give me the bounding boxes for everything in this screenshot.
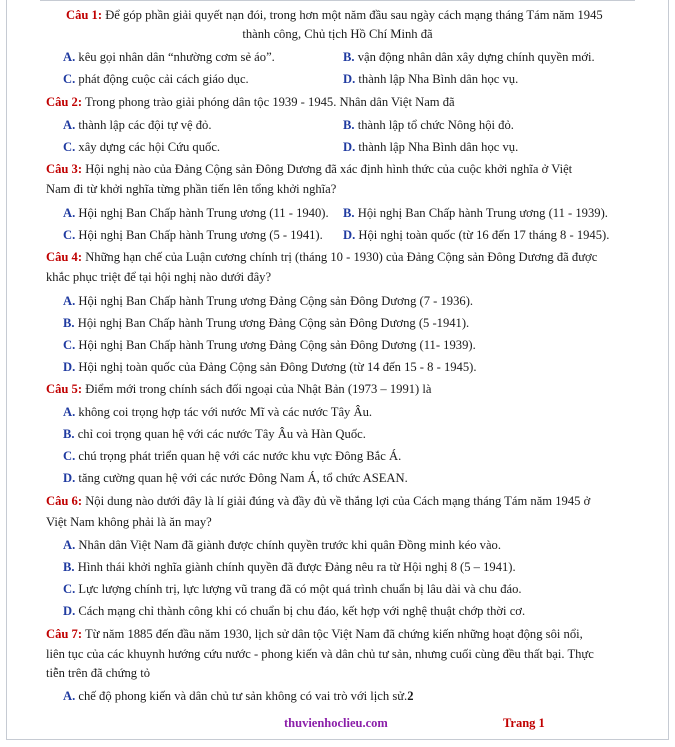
question-5-option-d[interactable] bbox=[63, 471, 408, 486]
option-text: kêu gọi nhân dân “nhường cơm sẻ áo”. bbox=[78, 50, 275, 64]
option-text: Hội nghị Ban Chấp hành Trung ương Đảng Cộng sản Đông Dương (7 - 1936). bbox=[78, 294, 474, 308]
question-1-option-d[interactable] bbox=[343, 72, 518, 87]
option-text: thành lập Nha Bình dân học vụ. bbox=[358, 72, 519, 86]
footer-page-number: Trang 1 bbox=[503, 716, 545, 730]
question-5-label: Câu 5: bbox=[46, 382, 83, 396]
question-6-label: Câu 6: bbox=[46, 494, 83, 508]
question-5-option-a[interactable] bbox=[63, 405, 372, 420]
question-4-option-c[interactable] bbox=[63, 338, 476, 353]
question-7-stem-line1 bbox=[46, 627, 583, 642]
option-letter: A. bbox=[63, 294, 76, 308]
option-text: chế độ phong kiến và dân chủ tư sản không có vai trò với lịch sử. bbox=[78, 689, 408, 703]
option-letter: C. bbox=[63, 72, 76, 86]
option-letter: A. bbox=[63, 538, 76, 552]
option-text: vận động nhân dân xây dựng chính quyền mới. bbox=[357, 50, 595, 64]
option-text: Cách mạng chỉ thành công khi có chuẩn bị chu đáo, kết hợp với nghệ thuật chớp thời cơ. bbox=[78, 604, 526, 618]
question-1-option-b[interactable] bbox=[343, 50, 595, 65]
footer-site-link[interactable]: thuvienhoclieu.com bbox=[284, 716, 388, 730]
option-letter: D. bbox=[343, 228, 356, 242]
question-4-label: Câu 4: bbox=[46, 250, 83, 264]
option-text: Nhân dân Việt Nam đã giành được chính quyền trước khi quân Đồng minh kéo vào. bbox=[78, 538, 501, 552]
option-text: Lực lượng chính trị, lực lượng vũ trang đã có một quá trình chuẩn bị lâu dài và chu đáo. bbox=[78, 582, 522, 596]
question-5-option-c[interactable] bbox=[63, 449, 401, 464]
question-7-label: Câu 7: bbox=[46, 627, 83, 641]
question-2-option-c[interactable] bbox=[63, 140, 220, 155]
question-2-stem-text: Trong phong trào giải phóng dân tộc 1939 - 1945. Nhân dân Việt Nam đã bbox=[84, 95, 455, 109]
question-7-stem-line2: liên tục của các khuynh hướng cứu nước - phong kiến và dân chủ tư sản, nhưng cuối cùng đều thất bại. Thực bbox=[46, 647, 594, 661]
option-letter: C. bbox=[63, 140, 76, 154]
question-6-option-b[interactable] bbox=[63, 560, 516, 575]
question-3-option-a[interactable] bbox=[63, 206, 329, 221]
option-text: thành lập Nha Bình dân học vụ. bbox=[358, 140, 519, 154]
question-4-option-a[interactable] bbox=[63, 294, 473, 309]
option-letter: C. bbox=[63, 338, 76, 352]
option-text: thành lập các đội tự vệ đỏ. bbox=[78, 118, 212, 132]
question-1-option-a[interactable] bbox=[63, 50, 275, 65]
question-7-stem-text: Từ năm 1885 đến đầu năm 1930, lịch sử dân tộc Việt Nam đã chứng kiến những hoạt động sôi nổi, bbox=[84, 627, 583, 641]
option-letter: D. bbox=[63, 604, 76, 618]
question-4-stem-line2: khắc phục triệt để tại hội nghị nào dưới đây? bbox=[46, 270, 272, 284]
option-letter: D. bbox=[63, 360, 76, 374]
question-6-stem-line1 bbox=[46, 494, 590, 509]
option-letter: A. bbox=[63, 689, 76, 703]
option-letter: A. bbox=[63, 50, 76, 64]
option-letter: A. bbox=[63, 206, 76, 220]
option-text: tăng cường quan hệ với các nước Đông Nam Á, tổ chức ASEAN. bbox=[78, 471, 408, 485]
question-6-option-c[interactable] bbox=[63, 582, 522, 597]
option-text: Hội nghị Ban Chấp hành Trung ương Đảng Cộng sản Đông Dương (11- 1939). bbox=[78, 338, 476, 352]
question-1-stem-text: Để góp phần giải quyết nạn đói, trong hơn một năm đầu sau ngày cách mạng tháng Tám năm 1945 bbox=[105, 8, 603, 22]
option-text: Hội nghị Ban Chấp hành Trung ương (11 - 1939). bbox=[357, 206, 608, 220]
question-2-option-a[interactable] bbox=[63, 118, 211, 133]
option-text: Hội nghị Ban Chấp hành Trung ương (11 - 1940). bbox=[78, 206, 329, 220]
option-letter: D. bbox=[343, 140, 356, 154]
option-letter: B. bbox=[63, 427, 75, 441]
option-suffix: 2 bbox=[407, 689, 414, 703]
question-7-option-a[interactable] bbox=[63, 689, 414, 704]
question-3-stem-line1 bbox=[46, 162, 572, 177]
option-text: chỉ coi trọng quan hệ với các nước Tây Âu và Hàn Quốc. bbox=[77, 427, 366, 441]
option-text: Hội nghị Ban Chấp hành Trung ương (5 - 1941). bbox=[78, 228, 323, 242]
option-letter: B. bbox=[343, 50, 355, 64]
question-4-stem-text: Những hạn chế của Luận cương chính trị (tháng 10 - 1930) của Đảng Cộng sản Đông Dương đã được bbox=[85, 250, 598, 264]
option-text: phát động cuộc cải cách giáo dục. bbox=[78, 72, 249, 86]
question-3-stem-line2: Nam đi từ khởi nghĩa từng phần tiến lên tổng khởi nghĩa? bbox=[46, 182, 337, 196]
option-letter: B. bbox=[343, 118, 355, 132]
question-5-option-b[interactable] bbox=[63, 427, 366, 442]
question-6-option-d[interactable] bbox=[63, 604, 525, 619]
option-letter: B. bbox=[343, 206, 355, 220]
question-3-option-d[interactable] bbox=[343, 228, 609, 243]
option-text: Hội nghị Ban Chấp hành Trung ương Đảng Cộng sản Đông Dương (5 -1941). bbox=[77, 316, 470, 330]
question-1-label: Câu 1: bbox=[66, 8, 103, 22]
question-3-stem-text: Hội nghị nào của Đảng Cộng sản Đông Dương đã xác định hình thức của cuộc khởi nghĩa ở Việt bbox=[85, 162, 573, 176]
option-text: thành lập tổ chức Nông hội đỏ. bbox=[357, 118, 514, 132]
option-text: Hội nghị toàn quốc (từ 16 đến 17 tháng 8 - 1945). bbox=[358, 228, 610, 242]
question-4-option-b[interactable] bbox=[63, 316, 469, 331]
option-letter: A. bbox=[63, 118, 76, 132]
option-text: xây dựng các hội Cứu quốc. bbox=[78, 140, 221, 154]
option-text: Hội nghị toàn quốc của Đảng Cộng sản Đông Dương (từ 14 đến 15 - 8 - 1945). bbox=[78, 360, 477, 374]
question-1-stem-line2: thành công, Chủ tịch Hồ Chí Minh đã bbox=[242, 27, 433, 41]
option-letter: C. bbox=[63, 582, 76, 596]
question-2-stem-line1 bbox=[46, 95, 455, 110]
question-5-stem-line1 bbox=[46, 382, 431, 397]
option-letter: D. bbox=[63, 471, 76, 485]
question-6-stem-line2: Việt Nam không phải là ăn may? bbox=[46, 515, 212, 529]
option-letter: A. bbox=[63, 405, 76, 419]
option-text: chú trọng phát triển quan hệ với các nước khu vực Đông Bắc Á. bbox=[78, 449, 402, 463]
question-3-label: Câu 3: bbox=[46, 162, 83, 176]
question-6-option-a[interactable] bbox=[63, 538, 501, 553]
question-1-stem-line1 bbox=[66, 8, 603, 23]
question-2-option-d[interactable] bbox=[343, 140, 518, 155]
option-letter: C. bbox=[63, 228, 76, 242]
option-letter: D. bbox=[343, 72, 356, 86]
question-7-stem-line3: tiễn trên đã chứng tỏ bbox=[46, 666, 151, 680]
question-4-stem-line1 bbox=[46, 250, 597, 265]
question-3-option-c[interactable] bbox=[63, 228, 323, 243]
question-6-stem-text: Nội dung nào dưới đây là lí giải đúng và đầy đủ về thắng lợi của Cách mạng tháng Tám năm 1945 ở bbox=[85, 494, 591, 508]
question-5-stem-text: Điểm mới trong chính sách đối ngoại của Nhật Bản (1973 – 1991) là bbox=[85, 382, 432, 396]
question-2-option-b[interactable] bbox=[343, 118, 514, 133]
option-text: Hình thái khởi nghĩa giành chính quyền đã được Đảng nêu ra từ Hội nghị 8 (5 – 1941). bbox=[77, 560, 516, 574]
option-letter: C. bbox=[63, 449, 76, 463]
top-border bbox=[40, 0, 635, 1]
question-2-label: Câu 2: bbox=[46, 95, 83, 109]
option-letter: B. bbox=[63, 560, 75, 574]
question-3-option-b[interactable] bbox=[343, 206, 608, 221]
question-1-option-c[interactable] bbox=[63, 72, 249, 87]
option-text: không coi trọng hợp tác với nước Mĩ và các nước Tây Âu. bbox=[78, 405, 373, 419]
option-letter: B. bbox=[63, 316, 75, 330]
question-4-option-d[interactable] bbox=[63, 360, 476, 375]
